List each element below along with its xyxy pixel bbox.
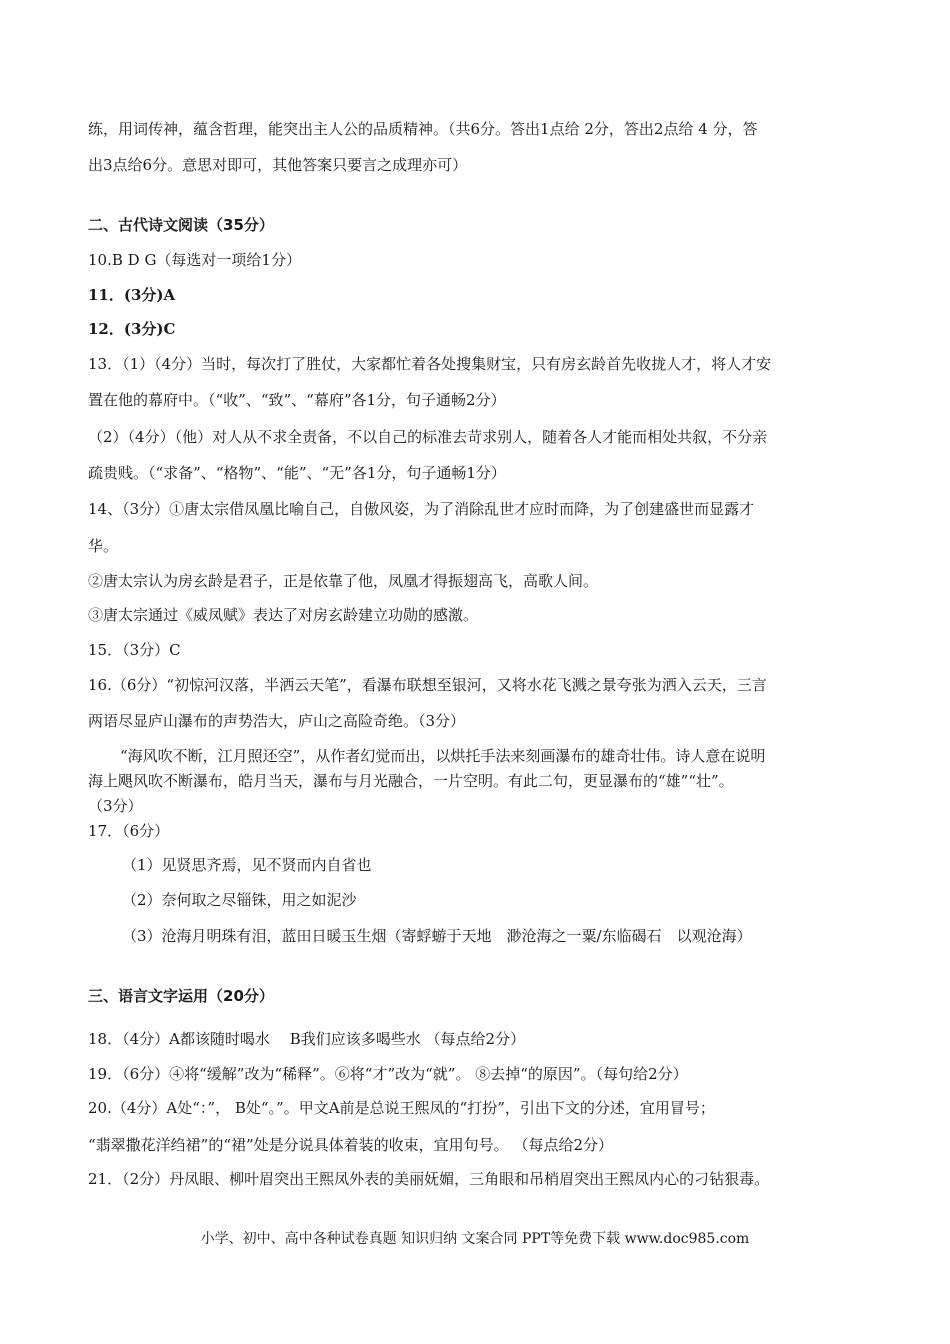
answer-16-line-3: “海风吹不断，江月照还空”，从作者幻觉而出，以烘托手法来刻画瀑布的雄奇壮伟。诗人意在说明 <box>120 747 766 765</box>
answer-17-item-3: （3）沧海月明珠有泪，蓝田日暖玉生烟（寄蜉蝣于天地 渺沧海之一粟/东临碣石 以观沧海） <box>122 927 752 945</box>
answer-16-line-2: 两语尽显庐山瀑布的声势浩大，庐山之高险奇绝。（3分） <box>88 712 466 730</box>
answer-19: 19．（6分）④将“缓解”改为“稀释”。⑥将“才”改为“就”。 ⑧去掉“的原因”。（每句给2分） <box>88 1065 688 1083</box>
answer-20-line-1: 20.（4分）A处“：”， B处“。”。甲文A前是总说王熙凤的“打扮”，引出下文的分述，宜用冒号； <box>88 1099 715 1117</box>
answer-line-2: 出3点给6分。意思对即可，其他答案只要言之成理亦可） <box>88 156 468 174</box>
page-footer: 小学、初中、高中各种试卷真题 知识归纳 文案合同 PPT等免费下载 www.doc985.com <box>200 1231 750 1247</box>
answer-14-line-3: ②唐太宗认为房玄龄是君子，正是依靠了他，凤凰才得振翅高飞，高歌人间。 <box>88 572 599 590</box>
answer-17: 17．（6分） <box>88 822 170 840</box>
answer-16-line-4: 海上飓风吹不断瀑布，皓月当天，瀑布与月光融合，一片空明。有此二句，更显瀑布的“雄”“壮”。 <box>88 772 734 790</box>
answer-17-item-1: （1）见贤思齐焉，见不贤而内自省也 <box>122 856 372 874</box>
answer-13-line-1: 13．（1）（4分）当时，每次打了胜仗，大家都忙着各处搜集财宝，只有房玄龄首先收拢人才，将人才安 <box>88 355 772 373</box>
section-heading-2: 二、古代诗文阅读（35分） <box>88 216 274 234</box>
answer-20-line-2: “翡翠撒花洋绉裙”的“裙”处是分说具体着装的收束，宜用句号。 （每点给2分） <box>88 1136 613 1154</box>
section-heading-3: 三、语言文字运用（20分） <box>88 987 274 1005</box>
answer-11: 11．(3分)A <box>88 286 176 304</box>
answer-16-line-5: （3分） <box>88 797 143 815</box>
answer-14-line-1: 14、（3分）①唐太宗借凤凰比喻自己，自傲风姿，为了消除乱世才应时而降，为了创建盛世而显露才 <box>88 500 755 518</box>
answer-14-line-2: 华。 <box>88 537 119 555</box>
answer-18: 18．（4分）A都该随时喝水 B我们应该多喝些水 （每点给2分） <box>88 1030 526 1048</box>
answer-14-line-4: ③唐太宗通过《威凤赋》表达了对房玄龄建立功勋的感激。 <box>88 606 479 624</box>
answer-15: 15．（3分）C <box>88 641 181 659</box>
answer-13-line-3: （2）（4分）（他）对人从不求全责备，不以自己的标准去苛求别人，随着各人才能而相处共叙，不分亲 <box>88 428 768 446</box>
answer-13-line-2: 置在他的幕府中。（“收”、“致”、“幕府”各1分，句子通畅2分） <box>88 391 506 409</box>
answer-13-line-4: 疏贵贱。（“求备”、“格物”、“能”、“无”各1分，句子通畅1分） <box>88 464 506 482</box>
answer-line-1: 练，用词传神，蕴含哲理，能突出主人公的品质精神。（共6分。答出1点给 2分，答出2点给 4 分，答 <box>88 120 758 138</box>
answer-16-line-1: 16.（6分）“初惊河汉落，半洒云天笔”，看瀑布联想至银河，又将水花飞溅之景夸张为洒入云天，三言 <box>88 676 767 694</box>
answer-17-item-2: （2）奈何取之尽锱铢，用之如泥沙 <box>122 891 357 909</box>
answer-12: 12．(3分)C <box>88 320 176 338</box>
answer-10: 10.B D G（每选对一项给1分） <box>88 251 301 269</box>
answer-21: 21．（2分）丹凤眼、柳叶眉突出王熙凤外表的美丽妩媚，三角眼和吊梢眉突出王熙凤内心的刁钻狠毒。 <box>88 1170 770 1188</box>
